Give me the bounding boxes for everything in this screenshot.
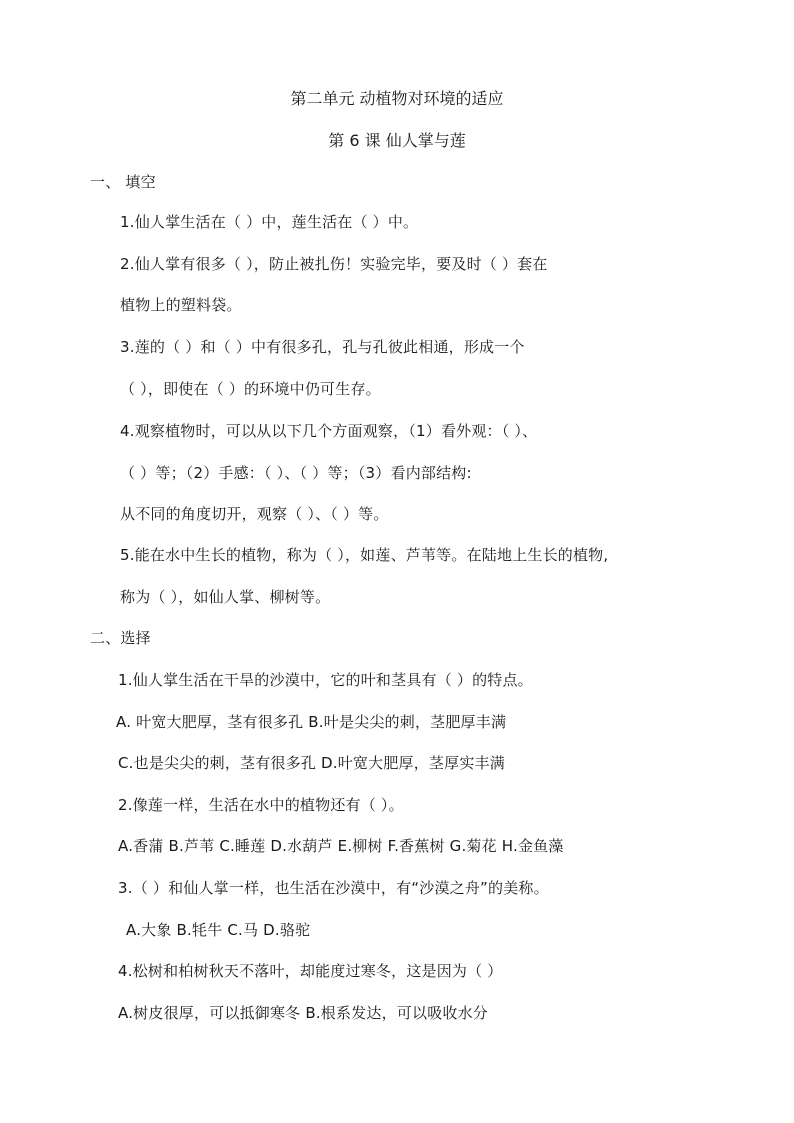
fill-question-3-line-1: 3.莲的（ ）和（ ）中有很多孔，孔与孔彼此相通，形成一个 (120, 338, 525, 356)
choice-question-4-options-line-1: A.树皮很厚，可以抵御寒冬 B.根系发达，可以吸收水分 (118, 1004, 488, 1022)
choice-question-1-options-line-1: A. 叶宽大肥厚，茎有很多孔 B.叶是尖尖的刺，茎肥厚丰满 (116, 713, 507, 731)
section-choice-heading: 二、选择 (90, 629, 151, 647)
fill-question-4-line-1: 4.观察植物时，可以从以下几个方面观察，（1）看外观：（ ）、 (120, 422, 538, 440)
lesson-title: 第 6 课 仙人掌与莲 (328, 131, 466, 150)
fill-question-3-line-2: （ ），即使在（ ）的环境中仍可生存。 (120, 380, 381, 398)
fill-question-1: 1.仙人掌生活在（ ）中，莲生活在（ ）中。 (120, 213, 419, 231)
fill-question-5-line-2: 称为（ ），如仙人掌、柳树等。 (120, 588, 331, 606)
fill-question-2-line-1: 2.仙人掌有很多（ ），防止被扎伤！实验完毕，要及时（ ）套在 (120, 255, 548, 273)
fill-question-2-line-2: 植物上的塑料袋。 (120, 296, 242, 314)
unit-title: 第二单元 动植物对环境的适应 (290, 89, 504, 108)
choice-question-4: 4.松树和柏树秋天不落叶，却能度过寒冬，这是因为（ ） (118, 962, 503, 980)
choice-question-2-options: A.香蒲 B.芦苇 C.睡莲 D.水葫芦 E.柳树 F.香蕉树 G.菊花 H.金鱼藻 (118, 837, 564, 855)
choice-question-3-options: A.大象 B.牦牛 C.马 D.骆驼 (126, 921, 311, 939)
fill-question-4-line-3: 从不同的角度切开，观察（ ）、（ ）等。 (120, 505, 389, 523)
fill-question-4-line-2: （ ）等；（2）手感：（ ）、（ ）等；（3）看内部结构: (120, 464, 472, 482)
choice-question-1: 1.仙人掌生活在干旱的沙漠中，它的叶和茎具有（ ）的特点。 (118, 671, 533, 689)
choice-question-3: 3.（ ）和仙人掌一样，也生活在沙漠中，有“沙漠之舟”的美称。 (118, 879, 549, 897)
section-fill-in-heading: 一、 填空 (90, 173, 156, 191)
fill-question-5-line-1: 5.能在水中生长的植物，称为（ ），如莲、芦苇等。在陆地上生长的植物, (120, 546, 609, 564)
choice-question-1-options-line-2: C.也是尖尖的刺，茎有很多孔 D.叶宽大肥厚，茎厚实丰满 (118, 754, 505, 772)
choice-question-2: 2.像莲一样，生活在水中的植物还有（ ）。 (118, 796, 404, 814)
